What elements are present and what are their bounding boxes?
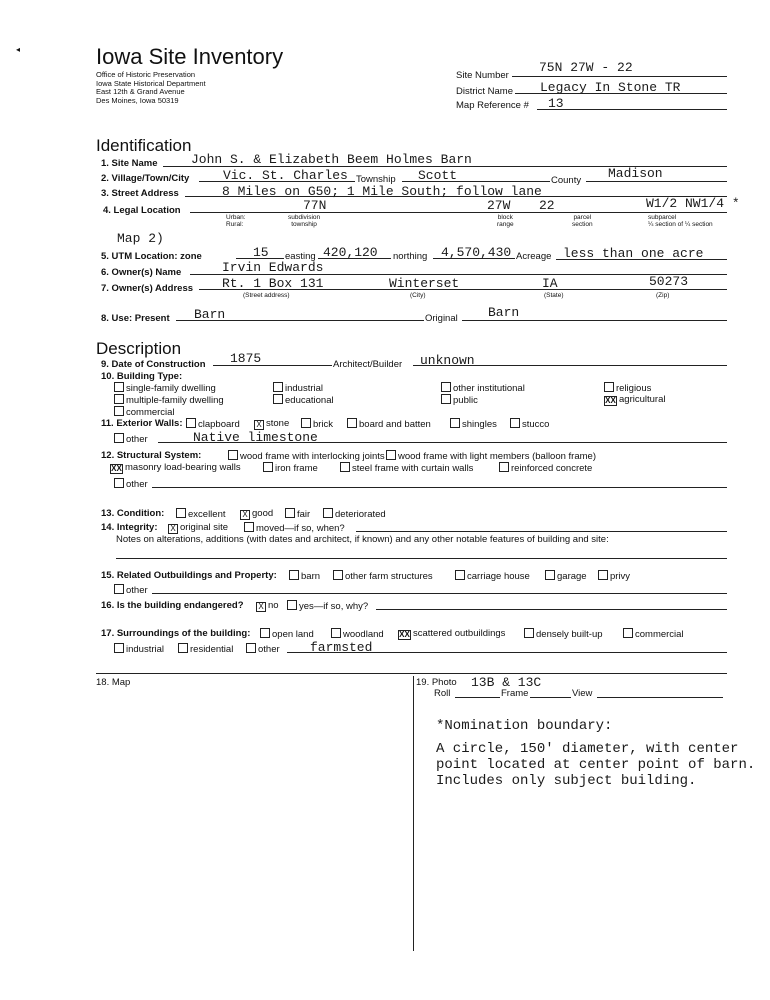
option-label: wood frame with light members (balloon frame) — [398, 451, 596, 462]
office-line: Des Moines, Iowa 50319 — [96, 95, 179, 105]
township-value[interactable]: Scott — [418, 168, 458, 183]
bt-other-institutional[interactable] — [441, 382, 525, 394]
ss-masonry[interactable] — [110, 462, 241, 474]
checkbox-checked[interactable]: X — [254, 420, 264, 430]
parcel-section-labels — [572, 214, 593, 228]
rural-label: Rural: — [226, 221, 244, 228]
county-value[interactable]: Madison — [608, 166, 663, 181]
ext-stone[interactable] — [254, 418, 289, 430]
option-label: moved—if so, when? — [256, 523, 345, 534]
legal-location-label: 4. Legal Location — [103, 205, 181, 216]
map-reference-value[interactable]: 13 — [548, 96, 564, 111]
checkbox[interactable] — [604, 382, 614, 392]
option-label: other — [126, 434, 148, 445]
checkbox[interactable] — [301, 418, 311, 428]
checkbox-checked[interactable]: X — [168, 524, 178, 534]
architect-value[interactable]: unknown — [420, 353, 475, 368]
checkbox[interactable] — [441, 394, 451, 404]
construction-date-value[interactable]: 1875 — [230, 351, 262, 366]
photo-value[interactable]: 13B & 13C — [471, 675, 542, 690]
urban-label: Urban: — [226, 214, 246, 221]
office-line: Iowa State Historical Department — [96, 78, 206, 88]
checkbox[interactable] — [285, 508, 295, 518]
option-label: brick — [313, 419, 334, 430]
owner-zip-value[interactable]: 50273 — [649, 274, 689, 289]
legal-continued: Map 2) — [117, 231, 164, 246]
site-name-label: 1. Site Name — [101, 158, 158, 169]
option-label: carriage house — [467, 571, 530, 582]
checkbox[interactable] — [331, 628, 341, 638]
state-sublabel: (State) — [544, 292, 564, 299]
description-heading: Description — [96, 339, 182, 358]
county-label: County — [551, 175, 582, 186]
checkbox[interactable] — [289, 570, 299, 580]
checkbox[interactable] — [114, 478, 124, 488]
option-label: excellent — [188, 509, 226, 520]
checkbox-checked[interactable]: XX — [111, 464, 122, 473]
subdivision-township-labels — [288, 214, 320, 228]
outbuildings-label: 15. Related Outbuildings and Property: — [101, 570, 277, 581]
architect-label: Architect/Builder — [333, 359, 403, 370]
option-label: woodland — [343, 629, 384, 640]
photo-label: 19. Photo — [416, 677, 457, 688]
checkbox[interactable] — [263, 462, 273, 472]
integrity-moved[interactable] — [244, 522, 345, 534]
option-label: scattered outbuildings — [413, 628, 506, 639]
endangered-label: 16. Is the building endangered? — [101, 600, 244, 611]
bt-religious[interactable] — [604, 382, 651, 394]
block-range-labels — [497, 214, 514, 228]
checkbox[interactable] — [114, 643, 124, 653]
option-label: reinforced concrete — [511, 463, 593, 474]
range-label: range — [497, 221, 514, 228]
option-label: public — [453, 395, 478, 406]
bt-industrial[interactable] — [273, 382, 323, 394]
option-label: other — [258, 644, 280, 655]
ext-other[interactable] — [114, 433, 148, 445]
site-number-value[interactable]: 75N 27W - 22 — [539, 60, 633, 75]
checkbox[interactable] — [287, 600, 297, 610]
district-name-label: District Name — [456, 86, 514, 97]
identification-heading: Identification — [96, 136, 192, 155]
option-label: commercial — [126, 407, 175, 418]
use-original-value[interactable]: Barn — [488, 305, 520, 320]
bt-educational[interactable] — [273, 394, 334, 406]
checkbox[interactable] — [623, 628, 633, 638]
endangered-no[interactable] — [256, 600, 279, 612]
checkbox[interactable] — [114, 394, 124, 404]
northing-value[interactable]: 4,570,430 — [441, 245, 512, 260]
option-label: religious — [616, 383, 652, 394]
city-sublabel: (City) — [410, 292, 426, 299]
ss-other[interactable] — [114, 478, 148, 490]
option-label: no — [268, 600, 279, 611]
ext-clapboard[interactable] — [186, 418, 240, 430]
checkbox-checked[interactable]: XX — [605, 396, 616, 405]
checkbox[interactable] — [450, 418, 460, 428]
form-title: Iowa Site Inventory — [96, 44, 284, 69]
ext-stucco[interactable] — [510, 418, 549, 430]
owner-state-value[interactable]: IA — [542, 276, 558, 291]
checkbox[interactable] — [323, 508, 333, 518]
checkbox[interactable] — [114, 382, 124, 392]
building-type-label: 10. Building Type: — [101, 371, 183, 382]
site-name-value[interactable]: John S. & Elizabeth Beem Holmes Barn — [191, 152, 472, 167]
street-address-label: 3. Street Address — [101, 188, 179, 199]
roll-label: Roll — [434, 688, 451, 699]
option-label: privy — [610, 571, 631, 582]
use-present-value[interactable]: Barn — [194, 307, 226, 322]
option-label: commercial — [635, 629, 684, 640]
option-label: industrial — [126, 644, 165, 655]
ob-garage[interactable] — [545, 570, 587, 582]
option-label: yes—if so, why? — [299, 601, 369, 612]
scan-mark: ◂ — [16, 45, 21, 54]
checkbox[interactable] — [545, 570, 555, 580]
checkbox[interactable] — [524, 628, 534, 638]
option-label: industrial — [285, 383, 324, 394]
option-label: other — [126, 585, 148, 596]
checkbox-checked[interactable]: X — [256, 602, 266, 612]
nomination-title: *Nomination boundary: — [436, 718, 613, 734]
ext-shingles[interactable] — [450, 418, 497, 430]
option-label: other — [126, 479, 148, 490]
option-label: other institutional — [453, 383, 525, 394]
option-label: single-family dwelling — [126, 383, 216, 394]
frame-label: Frame — [501, 688, 529, 699]
township-sublabel: township — [291, 221, 317, 228]
option-label: steel frame with curtain walls — [352, 463, 474, 474]
office-line: Office of Historic Preservation — [96, 70, 196, 79]
ob-farm-structures[interactable] — [333, 570, 433, 582]
checkbox[interactable] — [228, 450, 238, 460]
block-label: block — [497, 214, 513, 221]
subdivision-label: subdivision — [288, 214, 321, 221]
checkbox[interactable] — [260, 628, 270, 638]
utm-label: 5. UTM Location: zone — [101, 251, 202, 262]
sur-densely[interactable] — [524, 628, 603, 640]
checkbox[interactable] — [176, 508, 186, 518]
cond-excellent[interactable] — [176, 508, 226, 520]
checkbox[interactable] — [114, 433, 124, 443]
sur-open-land[interactable] — [260, 628, 314, 640]
checkbox[interactable] — [598, 570, 608, 580]
option-label: densely built-up — [536, 629, 603, 640]
checkbox[interactable] — [273, 382, 283, 392]
nomination-line: point located at center point of barn. — [436, 757, 756, 773]
option-label: masonry load-bearing walls — [125, 462, 241, 473]
office-address — [96, 71, 206, 105]
bt-agricultural[interactable] — [604, 394, 665, 406]
ss-iron[interactable] — [263, 462, 318, 474]
bt-public[interactable] — [441, 394, 478, 406]
exterior-walls-label: 11. Exterior Walls: — [101, 418, 183, 429]
subparcel-label: subparcel — [648, 214, 677, 221]
township-label: Township — [356, 174, 396, 185]
ss-steel[interactable] — [340, 462, 473, 474]
option-label: original site — [180, 522, 229, 533]
option-label: board and batten — [359, 419, 431, 430]
legal-range-value[interactable]: 27W — [487, 198, 511, 213]
legal-township-value[interactable]: 77N — [303, 198, 327, 213]
option-label: stone — [266, 418, 290, 429]
use-present-label: 8. Use: Present — [101, 313, 170, 324]
checkbox[interactable] — [114, 584, 124, 594]
checkbox[interactable] — [246, 643, 256, 653]
checkbox[interactable] — [186, 418, 196, 428]
checkbox[interactable] — [114, 406, 124, 416]
checkbox[interactable] — [244, 522, 254, 532]
street-address-value[interactable]: 8 Miles on G50; 1 Mile South; follow lane — [222, 184, 542, 199]
option-label: agricultural — [619, 394, 666, 405]
ob-other[interactable] — [114, 584, 148, 596]
checkbox[interactable] — [455, 570, 465, 580]
option-label: barn — [301, 571, 321, 582]
subparcel-desc: ¼ section of ¼ section — [648, 221, 713, 228]
use-original-label: Original — [425, 313, 458, 324]
sur-industrial[interactable] — [114, 643, 164, 655]
owner-address-label: 7. Owner(s) Address — [101, 283, 194, 294]
option-label: shingles — [462, 419, 497, 430]
bt-multiple-family[interactable] — [114, 394, 224, 406]
option-label: stucco — [522, 419, 550, 430]
sur-woodland[interactable] — [331, 628, 384, 640]
option-label: open land — [272, 629, 314, 640]
map-reference-label: Map Reference # — [456, 100, 529, 111]
condition-label: 13. Condition: — [101, 508, 165, 519]
urban-rural-labels — [226, 214, 246, 228]
checkbox[interactable] — [499, 462, 509, 472]
utm-zone-value[interactable]: 15 — [253, 245, 269, 260]
ss-concrete[interactable] — [499, 462, 592, 474]
ss-balloon[interactable] — [386, 450, 596, 462]
option-label: good — [252, 508, 274, 519]
checkbox[interactable] — [178, 643, 188, 653]
construction-date-label: 9. Date of Construction — [101, 359, 206, 370]
village-label: 2. Village/Town/City — [101, 173, 190, 184]
view-label: View — [572, 688, 593, 699]
option-label: multiple-family dwelling — [126, 395, 224, 406]
checkbox[interactable] — [333, 570, 343, 580]
easting-label: easting — [285, 251, 316, 262]
legal-subparcel-value[interactable]: W1/2 NW1/4 * — [646, 196, 740, 211]
checkbox[interactable] — [441, 382, 451, 392]
district-name-value[interactable]: Legacy In Stone TR — [540, 80, 681, 95]
easting-value[interactable]: 420,120 — [323, 245, 378, 260]
map-label: 18. Map — [96, 677, 131, 688]
village-value[interactable]: Vic. St. Charles — [223, 168, 348, 183]
ext-other-value[interactable]: Native limestone — [193, 430, 318, 445]
parcel-label: parcel — [573, 214, 592, 221]
section-label: section — [572, 221, 593, 228]
site-number-label: Site Number — [456, 70, 509, 81]
subparcel-labels — [648, 214, 713, 228]
owner-street-value[interactable]: Rt. 1 Box 131 — [222, 276, 324, 291]
owner-name-value[interactable]: Irvin Edwards — [222, 260, 324, 275]
checkbox-checked[interactable]: X — [240, 510, 250, 520]
sur-other[interactable] — [246, 643, 280, 655]
integrity-original[interactable] — [168, 522, 228, 534]
ss-interlocking[interactable] — [228, 450, 385, 462]
ob-privy[interactable] — [598, 570, 630, 582]
option-label: fair — [297, 509, 311, 520]
structural-system-label: 12. Structural System: — [101, 450, 202, 461]
nomination-line: Includes only subject building. — [436, 773, 697, 789]
checkbox[interactable] — [510, 418, 520, 428]
option-label: garage — [557, 571, 587, 582]
checkbox[interactable] — [347, 418, 357, 428]
checkbox[interactable] — [273, 394, 283, 404]
checkbox[interactable] — [386, 450, 396, 460]
nomination-line: A circle, 150' diameter, with center — [436, 741, 739, 757]
cond-deteriorated[interactable] — [323, 508, 386, 520]
option-label: educational — [285, 395, 334, 406]
integrity-label: 14. Integrity: — [101, 522, 158, 533]
endangered-yes[interactable] — [287, 600, 368, 612]
owner-city-value[interactable]: Winterset — [389, 276, 460, 291]
street-sublabel: (Street address) — [243, 292, 290, 299]
checkbox-checked[interactable]: XX — [399, 630, 410, 639]
checkbox[interactable] — [340, 462, 350, 472]
ob-carriage-house[interactable] — [455, 570, 530, 582]
sur-commercial[interactable] — [623, 628, 684, 640]
option-label: deteriorated — [335, 509, 386, 520]
bt-single-family[interactable] — [114, 382, 216, 394]
option-label: wood frame with interlocking joints — [240, 451, 385, 462]
notes-label: Notes on alterations, additions (with dates and architect, if known) and any other notable features of building and site: — [116, 534, 609, 545]
legal-section-value[interactable]: 22 — [539, 198, 555, 213]
owner-name-label: 6. Owner(s) Name — [101, 267, 182, 278]
northing-label: northing — [393, 251, 428, 262]
acreage-label: Acreage — [516, 251, 552, 262]
option-label: other farm structures — [345, 571, 433, 582]
ob-barn[interactable] — [289, 570, 320, 582]
option-label: iron frame — [275, 463, 318, 474]
ext-brick[interactable] — [301, 418, 333, 430]
surroundings-label: 17. Surroundings of the building: — [101, 628, 251, 639]
cond-fair[interactable] — [285, 508, 310, 520]
sur-residential[interactable] — [178, 643, 233, 655]
option-label: residential — [190, 644, 234, 655]
option-label: clapboard — [198, 419, 240, 430]
acreage-value[interactable]: less than one acre — [563, 246, 704, 261]
office-line: East 12th & Grand Avenue — [96, 87, 185, 96]
zip-sublabel: (Zip) — [656, 292, 670, 299]
bt-commercial[interactable] — [114, 406, 175, 418]
sur-scattered[interactable] — [398, 628, 505, 640]
cond-good[interactable] — [240, 508, 273, 520]
sur-other-value[interactable]: farmsted — [310, 640, 373, 655]
ext-board-batten[interactable] — [347, 418, 431, 430]
